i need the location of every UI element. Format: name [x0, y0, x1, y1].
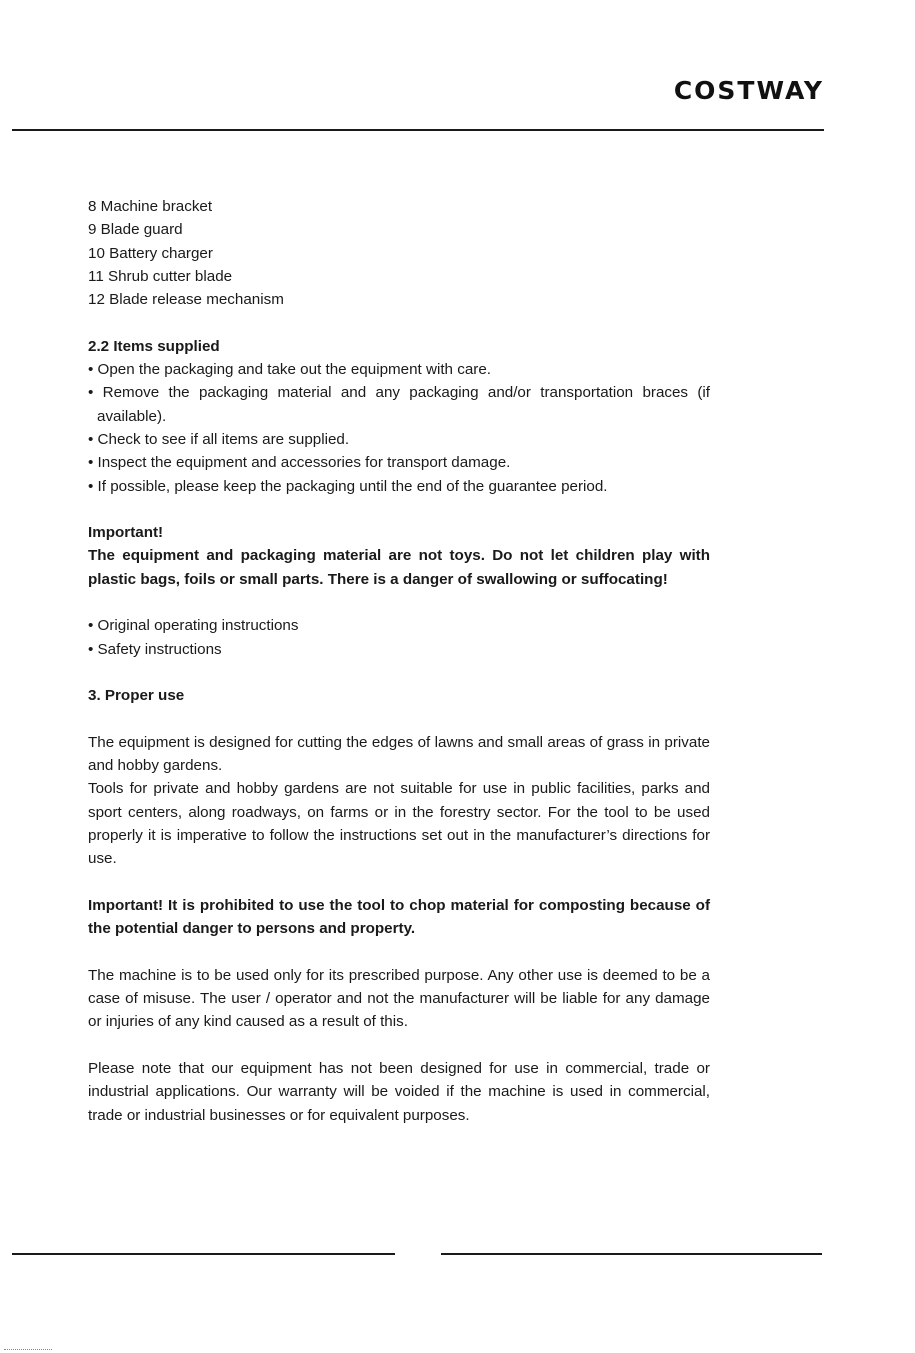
items-supplied-bullet: • Inspect the equipment and accessories for transport damage.: [88, 454, 511, 472]
page-content: [88, 195, 710, 1127]
footer-divider-left: [12, 1253, 395, 1255]
brand-logo: COSTWAY: [673, 76, 824, 105]
items-supplied-bullet: • Check to see if all items are supplied.: [88, 430, 350, 448]
proper-use-heading: 3. Proper use: [88, 687, 185, 705]
footer-divider-right: [441, 1253, 822, 1255]
items-supplied-bullet: • Open the packaging and take out the equipment with care.: [88, 361, 491, 379]
parts-list-item: 11 Shrub cutter blade: [88, 267, 233, 285]
items-supplied-bullet: • If possible, please keep the packaging until the end of the guarantee period.: [88, 477, 608, 495]
composting-warning: Important! It is prohibited to use the tool to chop material for composting because of the potential danger to persons and property.: [88, 896, 710, 938]
footer-mark: [4, 1347, 52, 1350]
header-divider: [12, 129, 824, 131]
parts-list-item: 12 Blade release mechanism: [88, 291, 284, 309]
parts-list-item: 8 Machine bracket: [88, 198, 213, 215]
proper-use-paragraph: The equipment is designed for cutting the edges of lawns and small areas of grass in private and hobby gardens.: [88, 733, 710, 775]
misuse-paragraph: The machine is to be used only for its prescribed purpose. Any other use is deemed to be a case of misuse. The user / operator and not the manufacturer will be liable for any damage or injuries of any kind caused as a result of this.: [88, 966, 710, 1031]
document-list-item: • Original operating instructions: [88, 617, 299, 635]
items-supplied-bullet: • Remove the packaging material and any packaging and/or transportation braces (if available).: [88, 384, 710, 425]
parts-list-item: 10 Battery charger: [88, 244, 213, 262]
important-heading: Important!: [88, 524, 164, 542]
commercial-use-paragraph: Please note that our equipment has not been designed for use in commercial, trade or industrial applications. Our warranty will be voided if the machine is used in commercial, trade or industrial businesses or for equivalent purposes.: [88, 1059, 710, 1124]
proper-use-paragraph: Tools for private and hobby gardens are not suitable for use in public facilities, parks and sport centers, along roadways, on farms or in the forestry sector. For the tool to be used properly it is imperative to follow the instructions set out in the manufacturer’s directions for use.: [88, 780, 710, 868]
parts-list-item: 9 Blade guard: [88, 221, 183, 239]
document-list-item: • Safety instructions: [88, 640, 222, 658]
important-warning-text: The equipment and packaging material are not toys. Do not let children play with plastic bags, foils or small parts. There is a danger of swallowing or suffocating!: [88, 547, 710, 588]
items-supplied-heading: 2.2 Items supplied: [88, 337, 220, 355]
